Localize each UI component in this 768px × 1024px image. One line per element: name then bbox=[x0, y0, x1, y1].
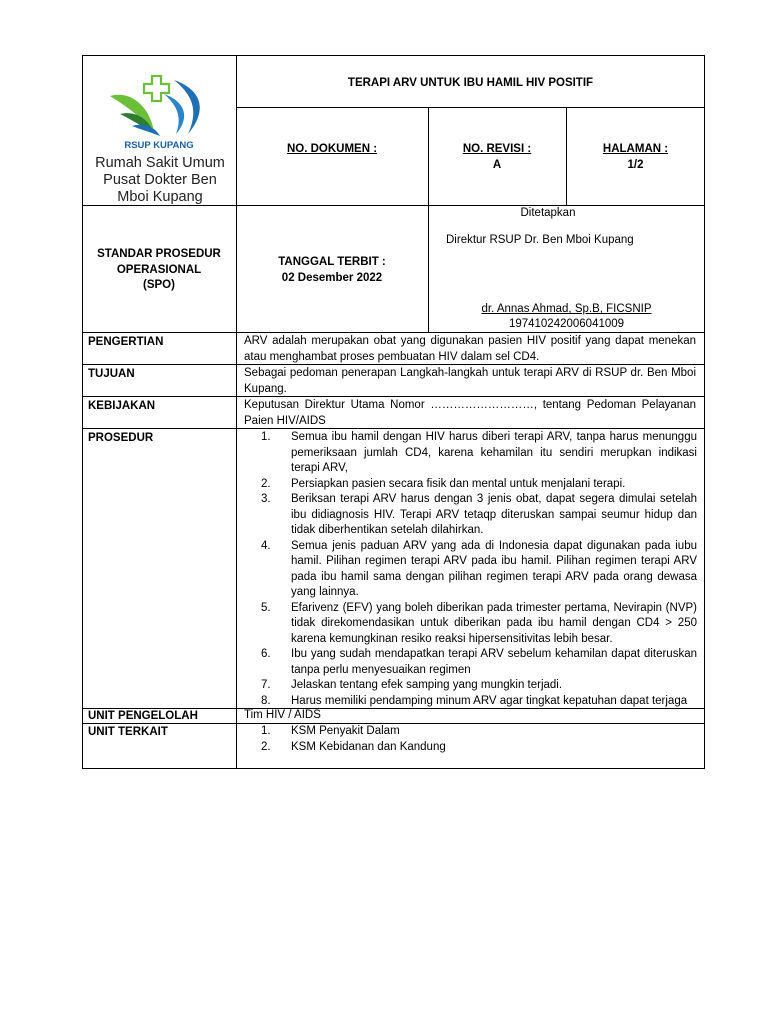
row-divider-title bbox=[236, 107, 705, 108]
list-item-number: 3. bbox=[261, 493, 271, 505]
signatory-name: dr. Annas Ahmad, Sp.B, FICSNIP bbox=[481, 303, 652, 315]
list-item-number: 8. bbox=[261, 694, 271, 707]
unit-pengelolah-label: UNIT PENGELOLAH bbox=[88, 710, 198, 722]
halaman-label: HALAMAN : bbox=[602, 143, 669, 155]
tujuan-text: Sebagai pedoman penerapan Langkah-langkah untuk terapi ARV di RSUP dr. Ben Mboi Kupang. bbox=[244, 367, 696, 395]
list-item-number: 5. bbox=[261, 601, 271, 614]
list-item bbox=[237, 678, 697, 694]
list-item bbox=[237, 694, 697, 710]
list-item-text: Persiapkan pasien secara fisik dan mental untuk menjalani terapi. bbox=[291, 477, 626, 490]
list-item-text: Ibu yang sudah mendapatkan terapi ARV sebelum kehamilan dapat diteruskan tanpa perlu menyesuaikan regimen bbox=[291, 648, 697, 676]
list-item-text: Harus memiliki pendamping minum ARV agar tingkat kepatuhan dapat terjaga bbox=[291, 694, 688, 707]
kebijakan-label: KEBIJAKAN bbox=[88, 400, 156, 412]
list-item bbox=[237, 492, 697, 539]
signatory-nip: 197410242006041009 bbox=[508, 318, 625, 330]
prosedur-label: PROSEDUR bbox=[88, 432, 154, 444]
list-item bbox=[237, 539, 697, 601]
list-item-number: 2. bbox=[261, 477, 271, 490]
spo-label-line: OPERASIONAL bbox=[116, 263, 202, 276]
list-item-number: 6. bbox=[261, 648, 271, 660]
spo-label-line: (SPO) bbox=[143, 279, 175, 291]
hospital-name-line: Mboi Kupang bbox=[117, 189, 203, 205]
tanggal-terbit bbox=[236, 255, 428, 286]
direktur-text: Direktur RSUP Dr. Ben Mboi Kupang bbox=[446, 234, 634, 246]
list-item bbox=[237, 740, 697, 756]
pengertian-text: ARV adalah merupakan obat yang digunakan pasien HIV positif yang dapat menekan atau menghambat proses pembuatan HIV dalam sel CD4. bbox=[244, 335, 696, 363]
tanggal-terbit-label: TANGGAL TERBIT : bbox=[278, 256, 386, 268]
hospital-name-line: Rumah Sakit Umum bbox=[95, 155, 225, 171]
list-item-text: Beriksan terapi ARV harus dengan 3 jenis obat, dapat segera dimulai setelah ibu didiagnosis HIV. Terapi ARV tetaqp diteruskan sampai seumur hidup dan tidak diberhentikan setelah dilahirkan. bbox=[291, 493, 697, 536]
list-item-number: 1. bbox=[261, 725, 271, 737]
ditetapkan-text: Ditetapkan bbox=[520, 207, 576, 219]
unit-terkait-label: UNIT TERKAIT bbox=[88, 726, 168, 738]
list-item-number: 1. bbox=[261, 431, 271, 443]
halaman-value: 1/2 bbox=[627, 159, 644, 171]
tujuan-label: TUJUAN bbox=[88, 368, 135, 380]
list-item-text: Semua ibu hamil dengan HIV harus diberi terapi ARV, tanpa harus menunggu pemeriksaan jumlah CD4, karena kehamilan itu sendiri merupkan indikasi terapi ARV, bbox=[291, 431, 697, 474]
document-title: TERAPI ARV UNTUK IBU HAMIL HIV POSITIF bbox=[347, 77, 594, 89]
pengertian-label: PENGERTIAN bbox=[88, 336, 164, 348]
list-item-text: KSM Kebidanan dan Kandung bbox=[291, 740, 446, 753]
list-item-text: Jelaskan tentang efek samping yang mungkin terjadi. bbox=[291, 679, 563, 691]
spo-label-line: STANDAR PROSEDUR bbox=[97, 248, 221, 260]
unit-pengelolah-text: Tim HIV / AIDS bbox=[244, 709, 321, 721]
hospital-name bbox=[84, 155, 236, 206]
no-dokumen-label: NO. DOKUMEN : bbox=[286, 143, 378, 155]
no-revisi-value: A bbox=[492, 159, 502, 171]
list-item-number: 7. bbox=[261, 679, 271, 691]
prosedur-list bbox=[237, 430, 697, 709]
list-item bbox=[237, 477, 697, 493]
list-item bbox=[237, 601, 697, 648]
list-item bbox=[237, 430, 697, 477]
tanggal-terbit-value: 02 Desember 2022 bbox=[281, 271, 383, 284]
list-item bbox=[237, 647, 697, 678]
list-item bbox=[237, 724, 697, 740]
hospital-logo bbox=[106, 70, 212, 150]
list-item-number: 2. bbox=[261, 740, 271, 753]
hospital-name-line: Pusat Dokter Ben bbox=[103, 172, 217, 188]
no-revisi-label: NO. REVISI : bbox=[462, 143, 532, 155]
list-item-text: Semua jenis paduan ARV yang ada di Indonesia dapat digunakan pada iubu hamil. Pilihan regimen terapi ARV pada ibu hamil. Pilihan regimen terapi ARV pada ibu hamil sama dengan pilihan regimen terapi ARV pada orang dewasa yang lainnya. bbox=[291, 539, 697, 598]
list-item-text: KSM Penyakit Dalam bbox=[291, 725, 400, 737]
unit-terkait-list bbox=[237, 724, 697, 755]
list-item-text: Efarivenz (EFV) yang boleh diberikan pada trimester pertama, Nevirapin (NVP) tidak direkomendasikan untuk diberikan pada ibu hamil dengan CD4 > 250 karena kemungkinan resiko reaksi hipersensitivitas lebih besar. bbox=[291, 601, 697, 645]
logo-text: RSUP KUPANG bbox=[124, 140, 194, 150]
list-item-number: 4. bbox=[261, 539, 271, 552]
spo-label bbox=[82, 247, 236, 294]
kebijakan-text: Keputusan Direktur Utama Nomor ………………………, tentang Pedoman Pelayanan Paien HIV/AIDS bbox=[244, 399, 696, 427]
